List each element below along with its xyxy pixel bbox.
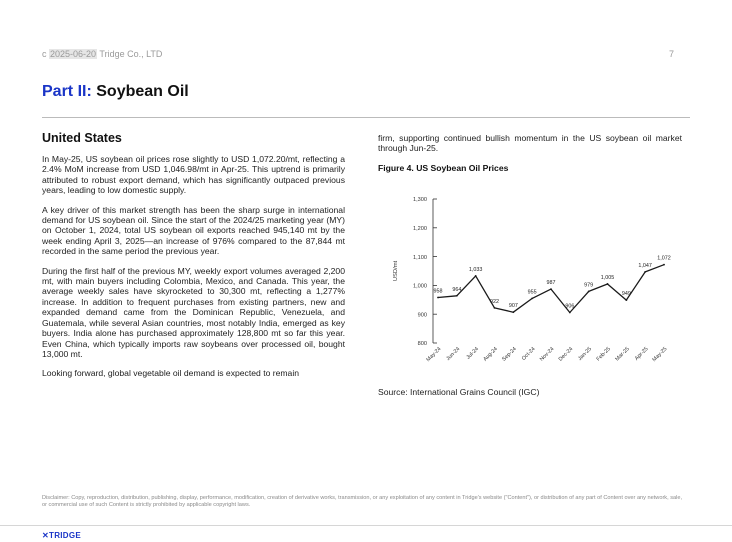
header-date: 2025-06-20	[50, 49, 97, 59]
data-point	[531, 297, 533, 299]
data-point	[569, 312, 571, 314]
x-tick-label: Nov-24	[538, 346, 556, 363]
data-label: 964	[452, 286, 462, 293]
title-name: Soybean Oil	[96, 83, 189, 100]
figure-title: Figure 4. US Soybean Oil Prices	[378, 162, 509, 173]
x-tick-label: Dec-24	[557, 346, 575, 363]
x-tick-label: Jul-24	[465, 346, 481, 361]
y-tick-label: 1,000	[413, 283, 427, 290]
title-part: Part II:	[42, 83, 92, 100]
x-tick-label: Mar-25	[614, 346, 631, 363]
page-number: 7	[669, 49, 675, 59]
tridge-logo: ✕TRIDGE	[42, 531, 82, 540]
title-divider	[42, 117, 690, 118]
x-tick-label: Jan-25	[577, 346, 594, 363]
data-label: 907	[508, 303, 518, 310]
data-label: 922	[490, 298, 499, 305]
header-company: Tridge Co., LTD	[99, 49, 163, 59]
data-point	[663, 264, 665, 266]
figure-source: Source: International Grains Council (IGC)	[378, 387, 540, 397]
y-tick-label: 1,100	[413, 254, 427, 261]
y-axis-label: USD/mt	[393, 260, 399, 282]
footer-divider	[0, 525, 732, 526]
x-tick-label: Sep-24	[501, 346, 518, 363]
data-point	[625, 299, 627, 301]
data-point	[550, 288, 552, 290]
x-tick-label: Apr-25	[633, 346, 650, 362]
data-point	[456, 295, 458, 297]
data-label: 955	[527, 289, 537, 296]
data-label: 987	[546, 280, 556, 287]
header-prefix: c	[42, 49, 47, 59]
page-title	[42, 83, 189, 101]
x-tick-label: Feb-25	[595, 346, 612, 363]
data-label: 1,047	[638, 262, 652, 269]
y-tick-label: 1,200	[413, 226, 427, 232]
data-label: 906	[565, 303, 575, 310]
x-tick-label: May-25	[651, 346, 669, 364]
data-point	[494, 307, 496, 309]
paragraph-continuation: firm, supporting continued bullish momentum in the US soybean oil market through Jun-25.	[378, 133, 682, 154]
x-tick-label: Jun-24	[445, 346, 462, 363]
data-label: 1,033	[468, 266, 483, 273]
y-tick-label: 900	[417, 312, 427, 319]
paragraph: Looking forward, global vegetable oil demand is expected to remain	[42, 368, 300, 379]
data-point	[588, 291, 590, 293]
data-label: 949	[621, 291, 631, 298]
price-line-chart	[378, 190, 678, 380]
paragraph: In May-25, US soybean oil prices rose slightly to USD 1,072.20/mt, reflecting a 2.4% MoM increase from USD 1,046.98/mt in Apr-25. This uptrend is primarily attributed to robust export demand, which has significantly outpaced previous years, leading to low domestic supply.	[42, 154, 345, 196]
data-point	[475, 275, 477, 277]
right-column	[378, 133, 682, 173]
data-label: 958	[433, 288, 443, 295]
disclaimer: Disclaimer: Copy, reproduction, distribution, publishing, display, performance, modification, creation of derivative works, transmission, or any exploitation of any content in Tridge's website ("Content"), or distribution of any part of Content over any network, sale, or commercial use of such Content is strictly prohibited by applicable copyright laws.	[42, 495, 683, 508]
x-tick-label: Aug-24	[482, 346, 499, 363]
section-heading: United States	[42, 131, 122, 145]
data-point	[607, 283, 609, 285]
paragraph: During the first half of the previous MY, weekly export volumes averaged 2,200 mt, with main buyers including Colombia, Mexico, and Canada. This year, the average weekly sales have skyrocketed to 30,300 mt, reflecting a 1,277% increase. In addition to frequent purchases from existing partners, new and expanded demand came from the Dominican Republic, Venezuela, and Guatemala, while several Asian countries, most notably India, emerged as key buyers. India alone has purchased approximately 128,800 mt so far this year. Even China, which typically imports raw soybeans over processed oil, bought 13,000 mt.	[42, 265, 345, 359]
data-label: 1,005	[600, 274, 615, 281]
y-tick-label: 800	[417, 341, 427, 348]
data-point	[512, 311, 514, 313]
data-point	[644, 271, 646, 273]
paragraph: A key driver of this market strength has been the sharp surge in international demand for US soybean oil. Since the start of the 2024/25 marketing year (MY) on October 1, 2024, total US soybean oil exports reached 945,140 mt by the week ending April 3, 2025—an increase of 976% compared to the 87,844 mt recorded in the same period the previous year.	[42, 204, 345, 257]
y-tick-label: 1,300	[413, 197, 427, 204]
left-column	[42, 131, 345, 388]
x-tick-label: Oct-24	[520, 346, 537, 362]
x-tick-label: May-24	[425, 346, 443, 364]
data-label: 979	[584, 282, 594, 289]
data-point	[437, 297, 439, 299]
header-meta	[42, 49, 162, 59]
data-label: 1,072	[657, 255, 671, 262]
